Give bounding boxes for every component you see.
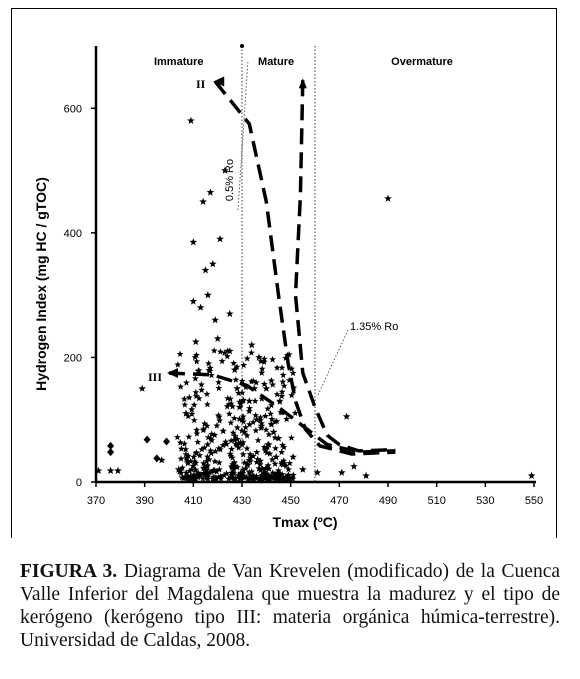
data-point-star (279, 364, 286, 371)
data-point-star (178, 445, 185, 452)
data-point-star (181, 401, 188, 408)
zone-label: Mature (258, 56, 295, 68)
x-tick-label: 550 (524, 495, 544, 507)
data-point-star (191, 417, 198, 424)
data-point-star (198, 381, 205, 388)
data-point-diamond (153, 454, 160, 462)
x-tick-label: 390 (135, 495, 154, 507)
data-point-star (211, 347, 218, 354)
data-point-star (244, 445, 251, 452)
data-point-star (197, 304, 205, 311)
y-tick-label: 200 (63, 352, 82, 365)
x-axis-label: Tmax (ºC) (272, 514, 338, 530)
data-point-star (204, 291, 212, 298)
x-tick-label: 470 (330, 495, 349, 507)
kerogen-type-label: III (148, 370, 163, 384)
kerogen-type-label: I (300, 78, 305, 92)
ro-annotation: 0.5% Ro (224, 158, 236, 202)
data-point-star (246, 397, 254, 404)
data-point-star (138, 385, 146, 392)
data-point-star (362, 472, 370, 479)
y-tick-label: 400 (63, 227, 82, 240)
data-point-star (244, 355, 251, 362)
ro-leader-line (318, 330, 348, 395)
data-point-star (177, 383, 184, 390)
data-point-star (204, 391, 211, 398)
data-point-star (343, 413, 351, 420)
data-point-star (288, 434, 295, 441)
data-point-star (194, 439, 201, 446)
figure-caption-text: Diagrama de Van Krevelen (modificado) de la Cuenca Valle Inferior del Magdalena que muestra la madurez y el tipo de kerógeno (kerógeno tipo III: materia orgánica húmica-terrestre). Universidad de Caldas, 2008. (20, 561, 561, 651)
y-tick-label: 600 (63, 103, 82, 116)
data-point-star (211, 316, 219, 323)
data-point-star (174, 434, 181, 441)
data-point-star (174, 361, 181, 368)
data-point-star (384, 195, 392, 202)
data-point-star (279, 378, 286, 385)
data-point-star (185, 433, 192, 440)
x-tick-label: 410 (184, 495, 203, 507)
x-tick-label: 450 (281, 495, 300, 507)
data-point-star (215, 379, 222, 386)
zone-label: Immature (153, 56, 204, 68)
data-point-star (252, 398, 259, 405)
data-point-star (268, 377, 275, 384)
y-axis-label: Hydrogen Index (mg HC / gTOC) (33, 177, 49, 391)
figure-caption (20, 560, 560, 652)
data-point-star (177, 439, 184, 446)
data-point-star (272, 445, 279, 452)
kerogen-curve-I (296, 80, 399, 451)
x-tick-label: 510 (427, 495, 446, 507)
data-point-star (204, 441, 211, 448)
data-point-star (269, 356, 276, 363)
data-point-star (215, 385, 222, 392)
data-point-star (219, 358, 226, 365)
data-point-star (186, 394, 193, 401)
data-point-star (183, 379, 190, 386)
data-point-star (192, 338, 200, 345)
data-point-star (350, 462, 358, 469)
data-point-star (216, 235, 224, 242)
data-point-star (267, 410, 274, 417)
data-point-star (230, 360, 237, 367)
data-point-star (234, 424, 241, 431)
data-point-star (248, 341, 256, 348)
data-point-star (181, 440, 188, 447)
data-point-star (198, 387, 205, 394)
data-point-star (209, 260, 217, 267)
data-point-star (181, 395, 188, 402)
data-point-star (248, 349, 255, 356)
data-point-star (190, 238, 198, 245)
data-point-star (280, 372, 287, 379)
data-point-diamond (163, 438, 170, 446)
data-point-star (226, 410, 233, 417)
data-point-star (207, 188, 215, 195)
x-tick-label: 430 (232, 495, 252, 507)
data-point-star (212, 458, 219, 465)
x-tick-label: 490 (378, 495, 398, 507)
data-point-star (205, 360, 212, 367)
data-point-diamond (107, 448, 114, 456)
data-point-star (226, 310, 234, 317)
data-point-star (253, 449, 260, 456)
data-point-star (262, 413, 269, 420)
data-point-star (233, 385, 241, 392)
data-point-star (216, 459, 223, 466)
data-point-star (199, 198, 207, 205)
ro-leader-line (238, 60, 248, 210)
data-point-star (274, 391, 281, 398)
data-point-star (289, 453, 297, 460)
data-point-star (213, 422, 220, 429)
data-point-star (255, 437, 262, 444)
ro-annotation: 1.35% Ro (350, 321, 399, 333)
data-point-star (187, 117, 195, 124)
data-point-star (258, 369, 265, 376)
x-tick-label: 530 (476, 495, 495, 507)
data-point-star (114, 467, 122, 474)
boundary-top-dot (240, 44, 244, 48)
data-point-star (202, 266, 210, 273)
data-point-star (232, 376, 239, 383)
figure-caption-label: FIGURA 3. (20, 561, 118, 582)
data-point-star (261, 358, 268, 365)
zone-label: Overmature (391, 56, 453, 68)
data-point-star (178, 455, 185, 462)
data-point-star (204, 401, 211, 408)
data-point-diamond (144, 436, 151, 444)
data-point-star (252, 412, 259, 419)
data-point-star (107, 467, 115, 474)
data-point-star (240, 362, 247, 369)
data-point-star (216, 417, 223, 424)
x-tick-label: 370 (86, 495, 106, 507)
data-point-star (177, 351, 184, 358)
data-point-star (274, 364, 281, 371)
kerogen-type-label: II (196, 77, 206, 91)
kerogen-III-arrowhead (167, 368, 178, 378)
data-point-star (190, 297, 198, 304)
data-point-star (252, 427, 259, 434)
data-point-star (217, 348, 224, 355)
data-point-star (338, 469, 346, 476)
data-point-star (214, 335, 222, 342)
data-point-star (220, 428, 227, 435)
y-tick-label: 0 (75, 477, 82, 489)
data-point-star (240, 451, 247, 458)
data-point-star (299, 466, 307, 473)
data-point-star (278, 449, 285, 456)
data-point-star (528, 472, 536, 479)
